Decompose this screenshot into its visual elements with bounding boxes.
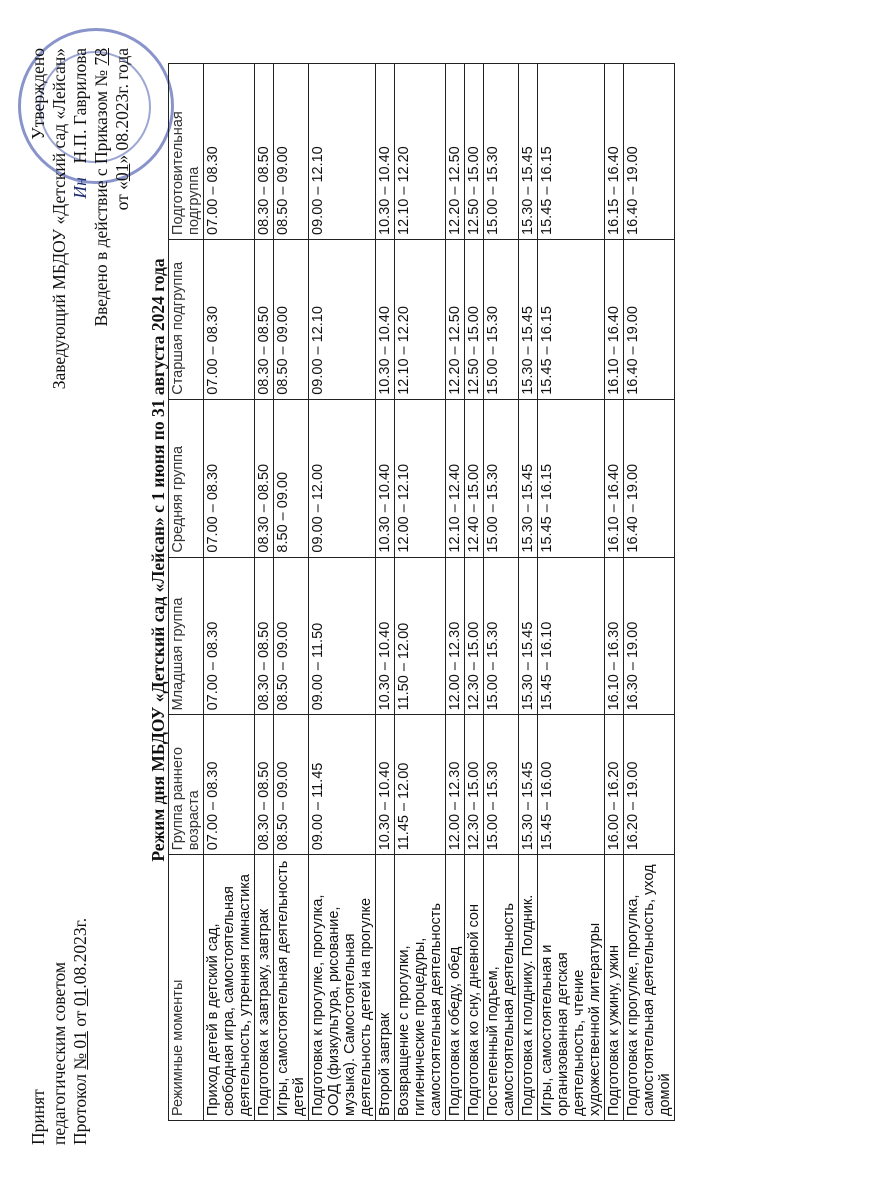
accepted-label: Принят	[28, 1089, 48, 1145]
council-label: педагогическим советом	[49, 961, 69, 1145]
column-header: Средняя группа	[169, 399, 204, 557]
time-cell: 15.30 – 15.45	[519, 64, 538, 240]
time-cell: 16.40 – 19.00	[624, 64, 675, 240]
time-cell: 08.50 – 09.00	[274, 239, 309, 399]
time-cell: 08.30 – 08.50	[255, 399, 274, 557]
time-cell: 12.30 – 15.00	[465, 557, 484, 715]
column-header: Подготовительная подгруппа	[169, 64, 204, 240]
time-cell: 07.00 – 08.30	[204, 239, 255, 399]
time-cell: 12.00 – 12.30	[446, 557, 465, 715]
activity-cell: Подготовка к завтраку, завтрак	[255, 855, 274, 1121]
column-header: Группа раннего возраста	[169, 715, 204, 855]
time-cell: 15.00 – 15.30	[484, 557, 519, 715]
table-row	[519, 64, 538, 1121]
time-cell: 10.30 – 10.40	[376, 715, 395, 855]
table-row	[538, 64, 605, 1121]
time-cell: 12.00 – 12.10	[395, 399, 446, 557]
time-cell: 08.50 – 09.00	[274, 557, 309, 715]
table-row	[376, 64, 395, 1121]
time-cell: 8.50 – 09.00	[274, 399, 309, 557]
activity-cell: Постепенный подъем, самостоятельная деятельность	[484, 855, 519, 1121]
table-row	[204, 64, 255, 1121]
document-title: Режим дня МБДОУ «Детский сад «Лейсан» с 1 июня по 31 августа 2024 года	[148, 258, 168, 862]
table-body	[204, 64, 675, 1121]
protocol-day: 01	[70, 988, 90, 1007]
activity-cell: Игры, самостоятельная деятельность детей	[274, 855, 309, 1121]
activity-cell: Подготовка к прогулке, прогулка, самостоятельная деятельность, уход домой	[624, 855, 675, 1121]
time-cell: 12.10 – 12.20	[395, 239, 446, 399]
time-cell: 10.30 – 10.40	[376, 239, 395, 399]
time-cell: 11.50 – 12.00	[395, 557, 446, 715]
time-cell: 08.30 – 08.50	[255, 557, 274, 715]
approval-block-head	[28, 48, 133, 389]
head-signature-line	[70, 48, 91, 389]
time-cell: 09.00 – 11.50	[309, 557, 376, 715]
time-cell: 16.10 – 16.30	[605, 557, 624, 715]
time-cell: 12.50 – 15.00	[465, 239, 484, 399]
time-cell: 08.30 – 08.50	[255, 64, 274, 240]
protocol-line: Протокол № 01 от 01.08.2023г.	[70, 917, 90, 1145]
order-line: Введено в действие с Приказом № 78	[91, 48, 111, 327]
time-cell: 07.00 – 08.30	[204, 715, 255, 855]
time-cell: 15.00 – 15.30	[484, 64, 519, 240]
column-header: Младшая группа	[169, 557, 204, 715]
activity-cell: Возвращение с прогулки, гигиенические процедуры, самостоятельная деятельность	[395, 855, 446, 1121]
time-cell: 15.45 – 16.10	[538, 557, 605, 715]
approval-block-council	[28, 918, 91, 1145]
time-cell: 07.00 – 08.30	[204, 557, 255, 715]
time-cell: 08.50 – 09.00	[274, 715, 309, 855]
table-row	[605, 64, 624, 1121]
time-cell: 15.30 – 15.45	[519, 715, 538, 855]
time-cell: 16.40 – 19.00	[624, 239, 675, 399]
table-row	[446, 64, 465, 1121]
order-date-line: от «01» 08.2023г. года	[112, 48, 132, 211]
order-number: 78	[91, 48, 111, 66]
activity-cell: Подготовка к ужину, ужин	[605, 855, 624, 1121]
time-cell: 16.20 – 19.00	[624, 715, 675, 855]
order-day: 01	[112, 163, 132, 182]
approved-label: Утверждено	[28, 48, 48, 140]
schedule-table	[168, 63, 675, 1121]
time-cell: 12.50 – 15.00	[465, 64, 484, 240]
time-cell: 15.30 – 15.45	[519, 399, 538, 557]
time-cell: 10.30 – 10.40	[376, 399, 395, 557]
time-cell: 12.00 – 12.30	[446, 715, 465, 855]
column-header: Режимные моменты	[169, 855, 204, 1121]
time-cell: 15.30 – 15.45	[519, 557, 538, 715]
time-cell: 16.00 – 16.20	[605, 715, 624, 855]
time-cell: 15.00 – 15.30	[484, 715, 519, 855]
time-cell: 16.30 – 19.00	[624, 557, 675, 715]
time-cell: 12.10 – 12.20	[395, 64, 446, 240]
activity-cell: Подготовка к обеду, обед	[446, 855, 465, 1121]
time-cell: 11.45 – 12.00	[395, 715, 446, 855]
time-cell: 16.40 – 19.00	[624, 399, 675, 557]
time-cell: 15.00 – 15.30	[484, 399, 519, 557]
time-cell: 09.00 – 11.45	[309, 715, 376, 855]
table-row	[465, 64, 484, 1121]
time-cell: 08.50 – 09.00	[274, 64, 309, 240]
table-row	[274, 64, 309, 1121]
time-cell: 09.00 – 12.10	[309, 239, 376, 399]
time-cell: 09.00 – 12.10	[309, 64, 376, 240]
table-row	[484, 64, 519, 1121]
time-cell: 10.30 – 10.40	[376, 557, 395, 715]
time-cell: 12.20 – 12.50	[446, 64, 465, 240]
activity-cell: Подготовка к полднику. Полдник.	[519, 855, 538, 1121]
activity-cell: Игры, самостоятельная и организованная детская деятельность, чтение художественной литературы	[538, 855, 605, 1121]
time-cell: 15.45 – 16.15	[538, 399, 605, 557]
time-cell: 07.00 – 08.30	[204, 64, 255, 240]
table-header-row	[169, 64, 204, 1121]
time-cell: 08.30 – 08.50	[255, 239, 274, 399]
table-row	[309, 64, 376, 1121]
time-cell: 08.30 – 08.50	[255, 715, 274, 855]
time-cell: 16.10 – 16.40	[605, 239, 624, 399]
time-cell: 15.45 – 16.15	[538, 239, 605, 399]
time-cell: 15.30 – 15.45	[519, 239, 538, 399]
time-cell: 09.00 – 12.00	[309, 399, 376, 557]
protocol-number: № 01	[70, 1031, 90, 1070]
activity-cell: Второй завтрак	[376, 855, 395, 1121]
head-name: Н.П. Гаврилова	[70, 48, 90, 164]
time-cell: 12.30 – 15.00	[465, 715, 484, 855]
time-cell: 10.30 – 10.40	[376, 64, 395, 240]
time-cell: 07.00 – 08.30	[204, 399, 255, 557]
activity-cell: Подготовка ко сну, дневной сон	[465, 855, 484, 1121]
table-row	[624, 64, 675, 1121]
time-cell: 12.10 – 12.40	[446, 399, 465, 557]
time-cell: 15.00 – 15.30	[484, 239, 519, 399]
time-cell: 16.15 – 16.40	[605, 64, 624, 240]
activity-cell: Подготовка к прогулке, прогулка, ООД (физкультура, рисование, музыка). Самостоятельная деятельность детей на прогулке	[309, 855, 376, 1121]
time-cell: 12.20 – 12.50	[446, 239, 465, 399]
time-cell: 15.45 – 16.00	[538, 715, 605, 855]
column-header: Старшая подгруппа	[169, 239, 204, 399]
activity-cell: Приход детей в детский сад, свободная игра, самостоятельная деятельность, утренняя гимнастика	[204, 855, 255, 1121]
table-row	[395, 64, 446, 1121]
time-cell: 15.45 – 16.15	[538, 64, 605, 240]
head-title: Заведующий МБДОУ «Детский сад «Лейсан»	[49, 48, 69, 390]
handwritten-signature: Ин	[70, 177, 90, 199]
time-cell: 12.40 – 15.00	[465, 399, 484, 557]
table-row	[255, 64, 274, 1121]
time-cell: 16.10 – 16.40	[605, 399, 624, 557]
